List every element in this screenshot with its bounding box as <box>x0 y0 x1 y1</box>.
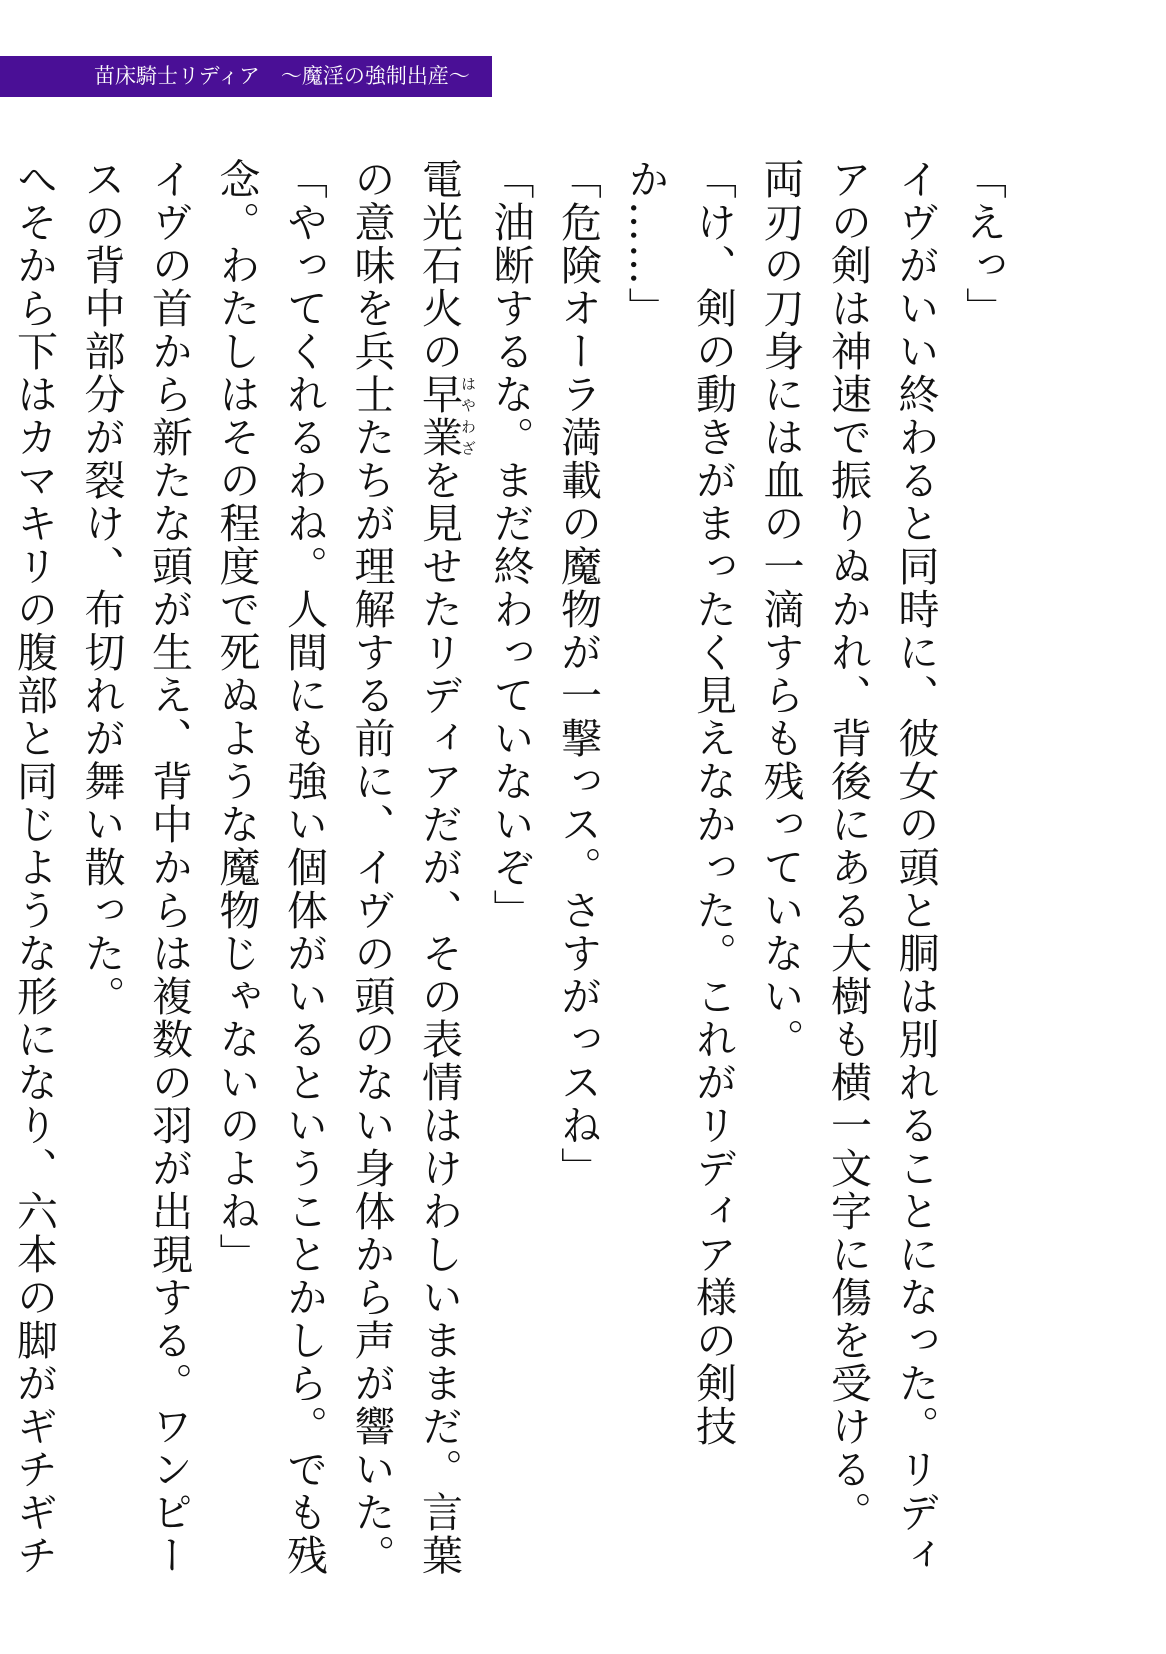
paragraph: へそから下はカマキリの腹部と同じような形になり、六本の脚がギチギチ <box>10 158 58 1577</box>
paragraph: 「危険オーラ満載の魔物が一撃っス。さすがっスね」 <box>554 158 602 1190</box>
running-header: 苗床騎士リディア 〜魔淫の強制出産〜 <box>0 56 492 97</box>
paragraph: イヴがいい終わると同時に、彼女の頭と胴は別れることになった。リディアの剣は神速で振りぬかれ、背後にある大樹も横一文字に傷を受ける。 <box>824 158 940 1577</box>
paragraph-with-ruby <box>337 158 476 1598</box>
paragraph: 「け、剣の動きがまったく見えなかった。これがリディア様の剣技か……」 <box>621 158 737 1448</box>
ruby-reading: はやわざ <box>459 373 477 459</box>
text-segment: 電光石火の <box>415 158 463 373</box>
ruby-base: 早業 <box>415 373 463 459</box>
paragraph: 両刃の刀身には血の一滴すらも残っていない。 <box>756 158 805 1061</box>
text-segment: を見せたリディアだが、その表情はけわしいままだ。言葉の意味を兵士たちが理解する前に、イヴの頭のない身体から声が響いた。 <box>347 158 463 1577</box>
paragraph: 「やってくれるわね。人間にも強い個体がいるということかしら。でも残念。わたしはその程度で死ぬような魔物じゃないのよね」 <box>212 158 328 1577</box>
ruby-annotation <box>415 373 477 459</box>
paragraph: イヴの首から新たな頭が生え、背中からは複数の羽が出現する。ワンピースの背中部分が裂け、布切れが舞い散った。 <box>77 158 193 1577</box>
vertical-text-body <box>0 158 1016 1598</box>
paragraph: 「油断するな。まだ終わっていないぞ」 <box>486 158 535 932</box>
paragraph: 「えっ」 <box>959 158 1007 330</box>
